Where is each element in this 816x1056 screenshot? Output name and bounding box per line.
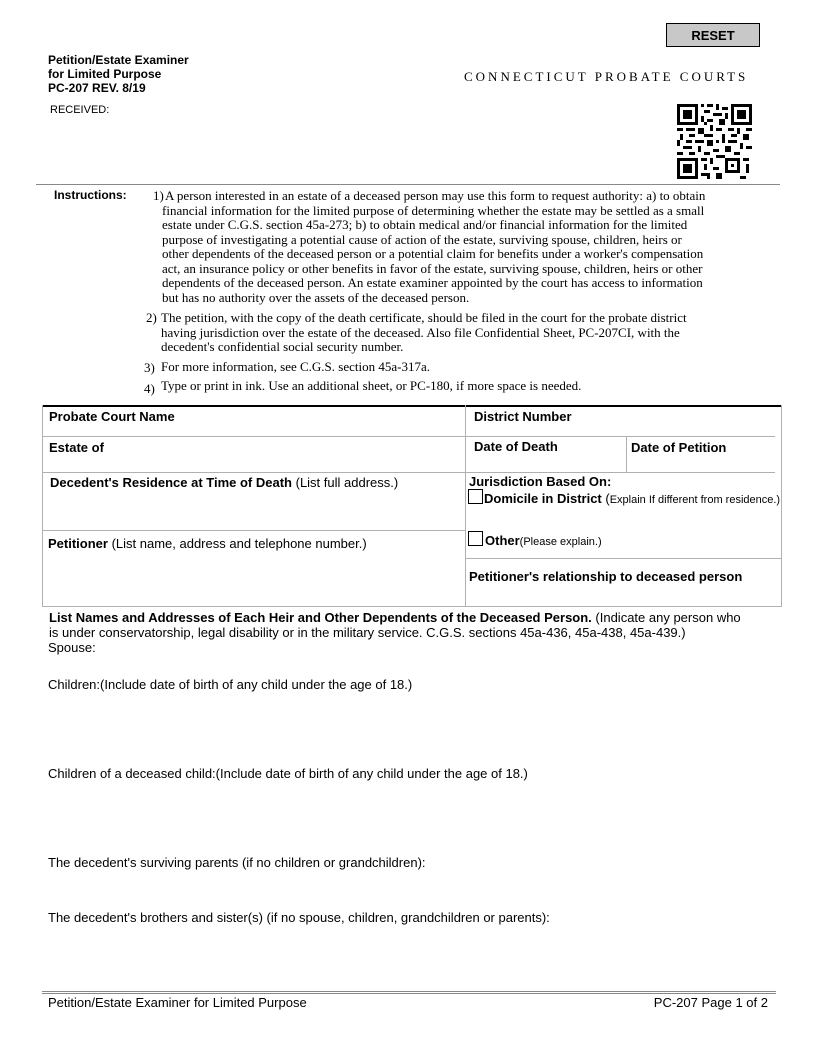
form-title-line2: for Limited Purpose bbox=[48, 67, 162, 81]
instruction-2-text bbox=[161, 311, 687, 355]
children-label: Children:(Include date of birth of any child under the age of 18.) bbox=[48, 677, 413, 692]
instruction-1-line: estate under C.G.S. section 45a-273; b) to obtain medical and/or financial information for the limited bbox=[162, 217, 688, 232]
petitioner-field-label bbox=[48, 536, 367, 551]
instructions-label: Instructions: bbox=[54, 188, 127, 202]
relationship-label: Petitioner's relationship to deceased person bbox=[469, 569, 743, 584]
footer-divider bbox=[42, 991, 776, 994]
instruction-4-text: Type or print in ink. Use an additional sheet, or PC-180, if more space is needed. bbox=[161, 378, 582, 393]
instruction-1-text bbox=[162, 188, 706, 305]
instruction-4-number: 4) bbox=[144, 381, 155, 396]
other-option bbox=[485, 533, 602, 548]
children-of-deceased-child-label: Children of a deceased child:(Include date of birth of any child under the age of 18.) bbox=[48, 766, 528, 781]
form-title-line1: Petition/Estate Examiner bbox=[48, 53, 189, 67]
instruction-2-number: 2) bbox=[146, 310, 157, 325]
heirs-heading-note: (Indicate any person who bbox=[591, 610, 741, 625]
district-number-label: District Number bbox=[474, 409, 572, 424]
surviving-parents-label: The decedent's surviving parents (if no children or grandchildren): bbox=[48, 855, 426, 870]
instruction-1-line: dependents of the deceased person. An estate examiner appointed by the court has access to information bbox=[162, 275, 703, 290]
heirs-heading-title: List Names and Addresses of Each Heir and Other Dependents of the Deceased Person. bbox=[49, 610, 592, 625]
domicile-note: Explain If different from residence.) bbox=[609, 494, 781, 506]
reset-button[interactable]: RESET bbox=[666, 23, 760, 47]
date-of-petition-label: Date of Petition bbox=[631, 440, 727, 455]
residence-note: (List full address.) bbox=[292, 475, 399, 490]
spouse-label: Spouse: bbox=[48, 640, 96, 655]
jurisdiction-label: Jurisdiction Based On: bbox=[469, 474, 612, 489]
instruction-2-line: The petition, with the copy of the death certificate, should be filed in the court for the probate district bbox=[161, 310, 687, 325]
instruction-1-line: A person interested in an estate of a deceased person may use this form to request authority: a) to obtain bbox=[165, 188, 706, 203]
petitioner-note: (List name, address and telephone number.) bbox=[107, 536, 367, 551]
column-divider-date bbox=[626, 437, 627, 472]
footer-form-title: Petition/Estate Examiner for Limited Purpose bbox=[48, 995, 307, 1010]
other-checkbox[interactable] bbox=[468, 531, 483, 546]
siblings-label: The decedent's brothers and sister(s) (if no spouse, children, grandchildren or parents): bbox=[48, 910, 550, 925]
form-bottom-border bbox=[42, 606, 782, 607]
instruction-2-line: having jurisdiction over the estate of the deceased. Also file Confidential Sheet, PC-207CI, with the bbox=[161, 324, 680, 340]
domicile-checkbox[interactable] bbox=[468, 489, 483, 504]
row-divider bbox=[466, 558, 782, 559]
domicile-note-prefix: ( bbox=[601, 491, 610, 506]
court-name: CONNECTICUT PROBATE COURTS bbox=[464, 69, 749, 84]
heirs-heading-note-line2: is under conservatorship, legal disability or in the military service. C.G.S. sections 45a-436, 45a-438, 45a-439.) bbox=[49, 625, 686, 640]
instruction-3-number: 3) bbox=[144, 360, 155, 375]
instruction-1-number: 1) bbox=[153, 188, 164, 203]
instruction-1-line: other dependents of the deceased person or a potential claim for benefits under a worker's compensation bbox=[162, 246, 704, 261]
domicile-label: Domicile in District bbox=[484, 491, 602, 506]
petitioner-label: Petitioner bbox=[48, 536, 108, 551]
instruction-2-line: decedent's confidential social security number. bbox=[161, 339, 404, 354]
row-divider bbox=[42, 530, 465, 531]
heirs-heading bbox=[49, 610, 789, 625]
footer-page-number: PC-207 Page 1 of 2 bbox=[653, 995, 768, 1010]
form-right-border bbox=[781, 405, 782, 607]
instruction-1-line: but has no authority over the assets of the deceased person. bbox=[162, 289, 470, 305]
qr-code bbox=[677, 104, 752, 179]
other-label: Other bbox=[485, 533, 520, 548]
residence-field-label bbox=[50, 475, 398, 490]
received-label: RECEIVED: bbox=[50, 104, 110, 116]
probate-court-name-label: Probate Court Name bbox=[49, 409, 175, 424]
date-of-death-label: Date of Death bbox=[474, 439, 558, 454]
instruction-3-text: For more information, see C.G.S. section 45a-317a. bbox=[161, 359, 430, 374]
form-identifier bbox=[48, 53, 189, 95]
header-divider bbox=[36, 184, 780, 185]
instruction-1-line: act, an insurance policy or other benefits in favor of the estate, surviving spouse, children, heirs or other bbox=[162, 260, 703, 276]
other-note: (Please explain.) bbox=[519, 536, 602, 548]
estate-of-label: Estate of bbox=[49, 440, 104, 455]
row-divider bbox=[42, 436, 775, 437]
residence-label: Decedent's Residence at Time of Death bbox=[50, 475, 292, 490]
form-top-border bbox=[42, 405, 782, 407]
domicile-option bbox=[484, 491, 780, 506]
form-code: PC-207 REV. 8/19 bbox=[48, 81, 146, 95]
row-divider bbox=[42, 472, 775, 473]
instruction-1-line: purpose of investigating a potential cause of action of the estate, surviving spouse, children, heirs or bbox=[162, 231, 682, 247]
instruction-1-line: financial information for the limited purpose of determining whether the estate may be settled as a small bbox=[162, 202, 705, 218]
